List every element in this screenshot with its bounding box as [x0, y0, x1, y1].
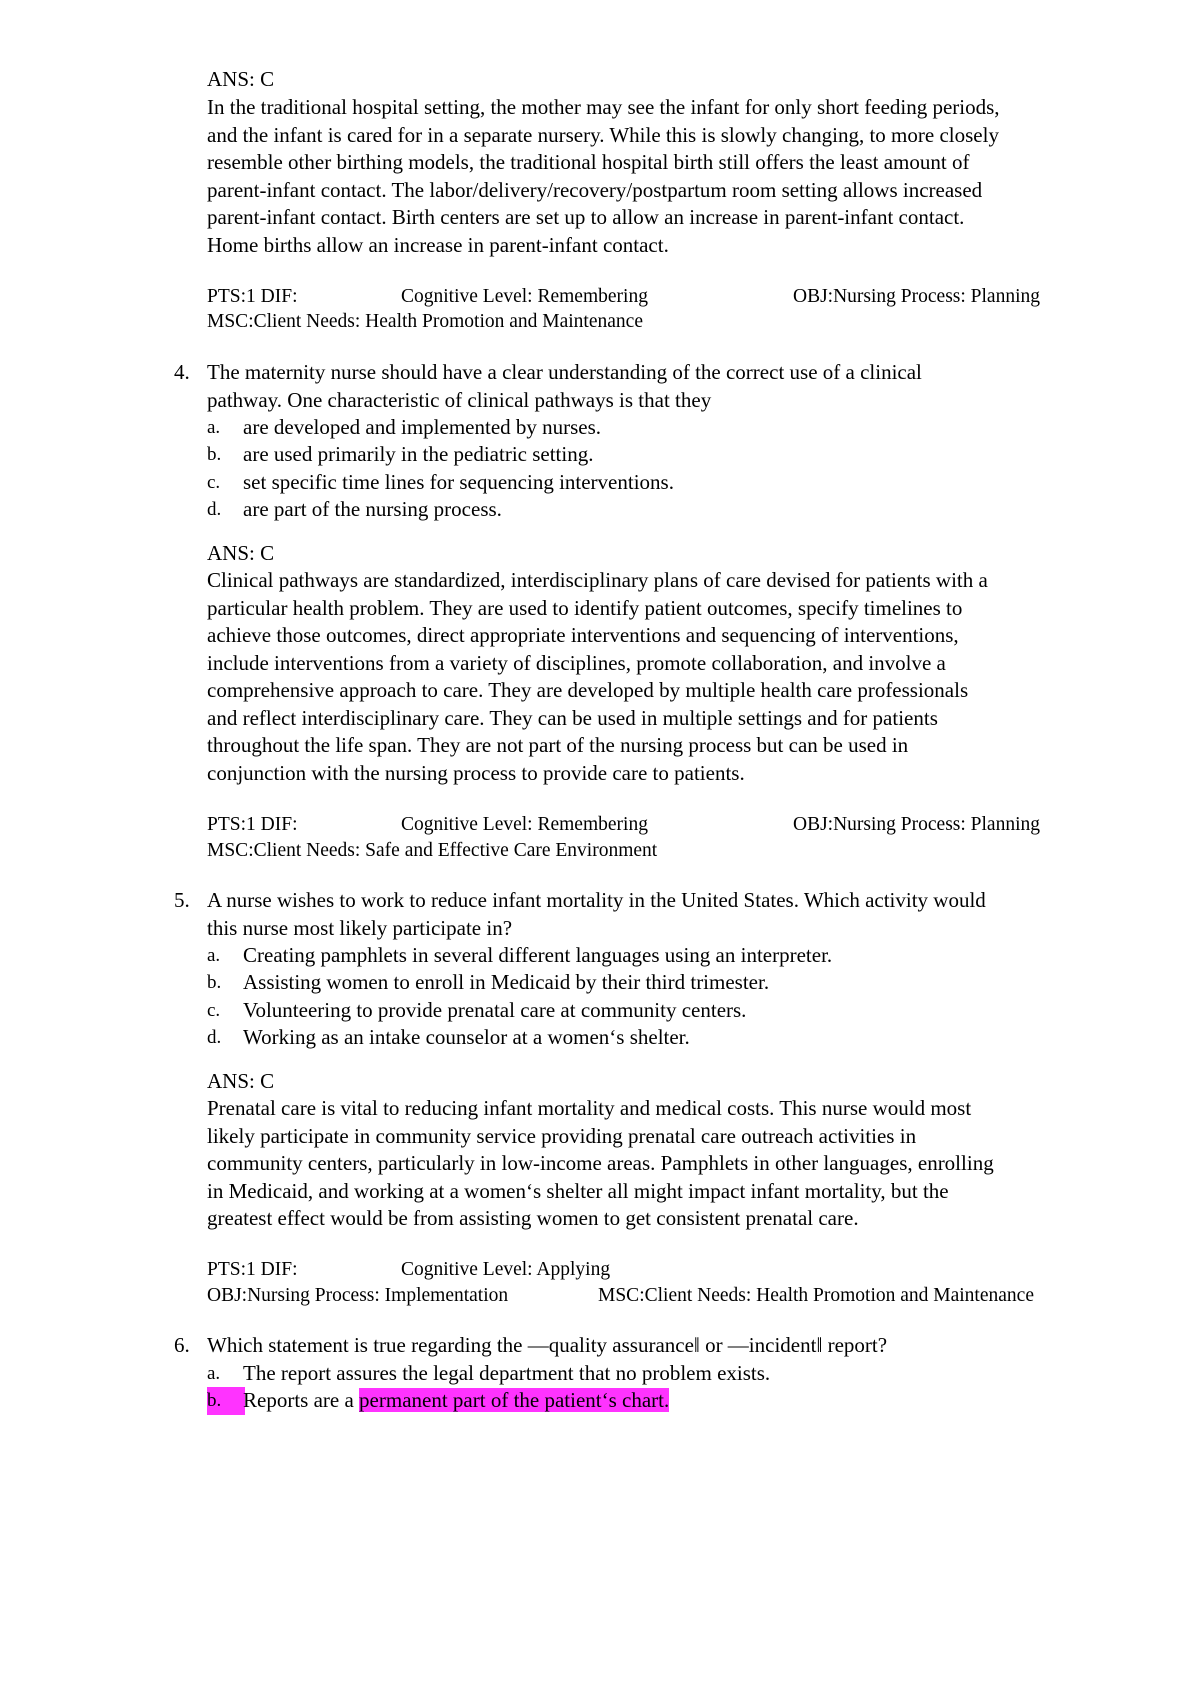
option-text: are part of the nursing process. — [243, 497, 502, 521]
rationale-line: Clinical pathways are standardized, interdisciplinary plans of care devised for patients with a — [207, 568, 988, 592]
option-text: Working as an intake counselor at a women‘s shelter. — [243, 1025, 690, 1049]
question-stem — [207, 359, 1127, 414]
prev-client-needs: MSC:Client Needs: Health Promotion and Maintenance — [207, 311, 643, 332]
prev-rationale — [207, 94, 1127, 259]
rationale-line: community centers, particularly in low-income areas. Pamphlets in other languages, enrolling — [207, 1151, 994, 1175]
stem-line: pathway. One characteristic of clinical pathways is that they — [207, 387, 712, 412]
question-number: 6. — [174, 1333, 190, 1357]
stem-line: The maternity nurse should have a clear understanding of the correct use of a clinical — [207, 360, 922, 384]
option-letter: a. — [207, 417, 221, 438]
option-letter: d. — [207, 499, 222, 520]
rationale — [207, 567, 1127, 787]
rationale-line: achieve those outcomes, direct appropriate interventions and sequencing of interventions, — [207, 623, 959, 647]
option-text — [243, 1387, 669, 1415]
rationale-line: Home births allow an increase in parent-infant contact. — [207, 232, 669, 257]
option-letter: a. — [207, 945, 221, 966]
prev-cognitive-level: Cognitive Level: Remembering — [401, 286, 648, 307]
option-text: Volunteering to provide prenatal care at community centers. — [243, 998, 747, 1022]
question-number: 4. — [174, 360, 190, 384]
cognitive-level: Cognitive Level: Remembering — [401, 814, 648, 835]
rationale-line: and reflect interdisciplinary care. They can be used in multiple settings and for patients — [207, 705, 938, 730]
answer-key: ANS: C — [207, 541, 275, 565]
prev-pts: PTS:1 DIF: — [207, 286, 298, 307]
option-text-plain: Reports are a — [243, 1388, 360, 1412]
rationale — [207, 1095, 1127, 1233]
rationale-line: likely participate in community service providing prenatal care outreach activities in — [207, 1123, 917, 1148]
option-text: Assisting women to enroll in Medicaid by their third trimester. — [243, 970, 770, 994]
option-text: Creating pamphlets in several different languages using an interpreter. — [243, 943, 833, 967]
rationale-line: and the infant is cared for in a separate nursery. While this is slowly changing, to more closely — [207, 122, 999, 147]
cognitive-level: Cognitive Level: Applying — [401, 1259, 611, 1280]
rationale-line: in Medicaid, and working at a women‘s shelter all might impact infant mortality, but the — [207, 1178, 949, 1203]
rationale-line: resemble other birthing models, the traditional hospital birth still offers the least amount of — [207, 150, 970, 174]
client-needs: MSC:Client Needs: Safe and Effective Care Environment — [207, 840, 658, 861]
highlight-mark: b. — [207, 1387, 245, 1415]
client-needs: MSC:Client Needs: Health Promotion and Maintenance — [598, 1285, 1034, 1306]
option-letter: b. — [207, 972, 222, 993]
option-text-highlighted: permanent part of the patient‘s chart. — [359, 1388, 670, 1412]
prev-objective: OBJ:Nursing Process: Planning — [793, 286, 1041, 307]
option-letter: b. — [207, 444, 222, 465]
option-letter: a. — [207, 1363, 221, 1384]
rationale-line: parent-infant contact. The labor/delivery/recovery/postpartum room setting allows increased — [207, 177, 983, 202]
pts: PTS:1 DIF: — [207, 814, 298, 835]
prev-answer-key: ANS: C — [207, 67, 275, 91]
option-text: set specific time lines for sequencing interventions. — [243, 470, 674, 494]
rationale-line: greatest effect would be from assisting women to get consistent prenatal care. — [207, 1206, 859, 1230]
rationale-line: comprehensive approach to care. They are developed by multiple health care professionals — [207, 678, 969, 702]
stem-line: this nurse most likely participate in? — [207, 915, 513, 940]
stem-line: A nurse wishes to work to reduce infant mortality in the United States. Which activity would — [207, 888, 986, 912]
option-text: are developed and implemented by nurses. — [243, 415, 602, 439]
rationale-line: Prenatal care is vital to reducing infant mortality and medical costs. This nurse would most — [207, 1096, 972, 1120]
question-stem: Which statement is true regarding the ―quality assurance‖ or ―incident‖ report? — [207, 1333, 888, 1357]
option-letter-highlighted — [207, 1387, 245, 1415]
rationale-line: throughout the life span. They are not part of the nursing process but can be used in — [207, 733, 909, 757]
rationale-line: parent-infant contact. Birth centers are set up to allow an increase in parent-infant contact. — [207, 205, 965, 229]
objective: OBJ:Nursing Process: Planning — [793, 814, 1041, 835]
rationale-line: include interventions from a variety of disciplines, promote collaboration, and involve a — [207, 650, 946, 675]
option-letter: c. — [207, 472, 221, 493]
question-number: 5. — [174, 888, 190, 912]
rationale-line: particular health problem. They are used to identify patient outcomes, specify timelines to — [207, 595, 963, 620]
rationale-line: conjunction with the nursing process to provide care to patients. — [207, 760, 745, 785]
rationale-line: In the traditional hospital setting, the mother may see the infant for only short feeding periods, — [207, 95, 1000, 119]
option-text: are used primarily in the pediatric setting. — [243, 442, 594, 466]
option-letter: c. — [207, 1000, 221, 1021]
pts: PTS:1 DIF: — [207, 1259, 298, 1280]
answer-key: ANS: C — [207, 1069, 275, 1093]
question-stem — [207, 887, 1127, 942]
option-text: The report assures the legal department that no problem exists. — [243, 1361, 771, 1385]
objective: OBJ:Nursing Process: Implementation — [207, 1285, 509, 1306]
option-letter: d. — [207, 1027, 222, 1048]
